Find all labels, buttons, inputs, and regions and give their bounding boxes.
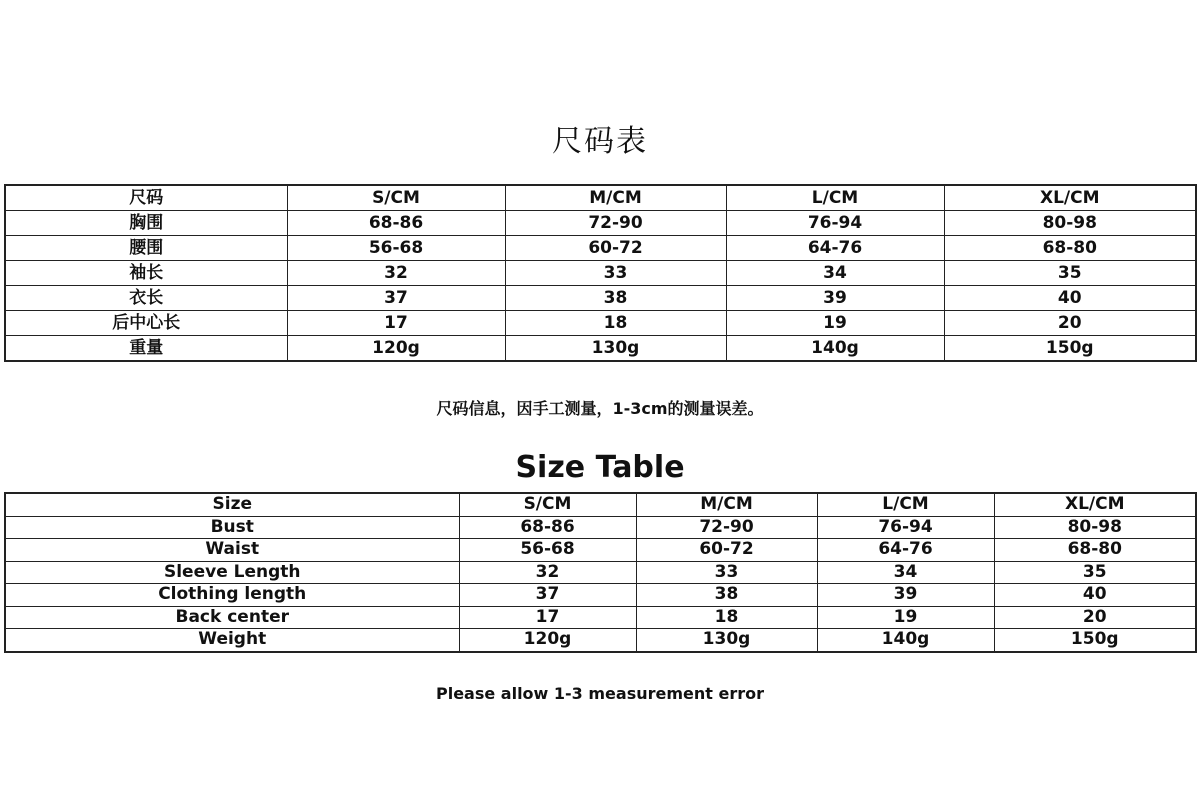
row-label: 重量 [5, 336, 287, 362]
table-cell: 76-94 [726, 211, 944, 236]
size-chart-title-cn: 尺码表 [552, 124, 648, 159]
table-cell: 56-68 [459, 539, 636, 562]
header-cell: XL/CM [944, 185, 1196, 211]
table-cell: 56-68 [287, 236, 505, 261]
table-row [5, 336, 1196, 362]
row-label: Weight [5, 629, 459, 652]
row-label: Waist [5, 539, 459, 562]
table-row [5, 261, 1196, 286]
header-cell: 尺码 [5, 185, 287, 211]
table-cell: 72-90 [505, 211, 726, 236]
table-cell: 64-76 [817, 539, 994, 562]
table-cell: 18 [505, 311, 726, 336]
table-header-row [5, 185, 1196, 211]
row-label: 袖长 [5, 261, 287, 286]
header-cell: M/CM [636, 493, 817, 516]
table-row [5, 561, 1196, 584]
row-label: Bust [5, 516, 459, 539]
row-label: 腰围 [5, 236, 287, 261]
table-cell: 38 [505, 286, 726, 311]
row-label: Sleeve Length [5, 561, 459, 584]
table-cell: 68-80 [944, 236, 1196, 261]
measurement-note-cn: 尺码信息，因手工测量，1-3cm的测量误差。 [436, 399, 764, 418]
header-cell: M/CM [505, 185, 726, 211]
table-cell: 17 [459, 606, 636, 629]
table-cell: 37 [287, 286, 505, 311]
table-cell: 60-72 [505, 236, 726, 261]
table-cell: 140g [726, 336, 944, 362]
table-header-row [5, 493, 1196, 516]
size-table-en [4, 492, 1197, 653]
table-cell: 40 [994, 584, 1196, 607]
table-row [5, 236, 1196, 261]
size-table-cn [4, 184, 1197, 362]
table-cell: 20 [994, 606, 1196, 629]
table-row [5, 516, 1196, 539]
table-row [5, 584, 1196, 607]
row-label: 衣长 [5, 286, 287, 311]
table-cell: 39 [817, 584, 994, 607]
table-row [5, 286, 1196, 311]
table-cell: 38 [636, 584, 817, 607]
table-cell: 80-98 [994, 516, 1196, 539]
table-cell: 33 [505, 261, 726, 286]
table-cell: 60-72 [636, 539, 817, 562]
table-cell: 33 [636, 561, 817, 584]
header-cell: XL/CM [994, 493, 1196, 516]
table-cell: 80-98 [944, 211, 1196, 236]
table-row [5, 629, 1196, 652]
row-label: 后中心长 [5, 311, 287, 336]
header-cell: S/CM [287, 185, 505, 211]
row-label: 胸围 [5, 211, 287, 236]
measurement-note-en: Please allow 1-3 measurement error [435, 684, 764, 703]
table-cell: 68-86 [459, 516, 636, 539]
table-cell: 150g [994, 629, 1196, 652]
table-cell: 35 [944, 261, 1196, 286]
table-cell: 32 [459, 561, 636, 584]
table-row [5, 539, 1196, 562]
table-cell: 17 [287, 311, 505, 336]
table-cell: 18 [636, 606, 817, 629]
header-cell: L/CM [817, 493, 994, 516]
table-cell: 20 [944, 311, 1196, 336]
header-cell: Size [5, 493, 459, 516]
table-cell: 32 [287, 261, 505, 286]
table-cell: 140g [817, 629, 994, 652]
table-cell: 130g [636, 629, 817, 652]
table-cell: 37 [459, 584, 636, 607]
table-cell: 64-76 [726, 236, 944, 261]
table-cell: 19 [817, 606, 994, 629]
table-cell: 150g [944, 336, 1196, 362]
size-table-title-en: Size Table [515, 450, 685, 485]
table-cell: 120g [287, 336, 505, 362]
table-row [5, 211, 1196, 236]
row-label: Back center [5, 606, 459, 629]
table-cell: 39 [726, 286, 944, 311]
table-cell: 34 [817, 561, 994, 584]
table-cell: 34 [726, 261, 944, 286]
table-cell: 72-90 [636, 516, 817, 539]
table-cell: 19 [726, 311, 944, 336]
row-label: Clothing length [5, 584, 459, 607]
table-cell: 40 [944, 286, 1196, 311]
table-cell: 130g [505, 336, 726, 362]
table-cell: 68-86 [287, 211, 505, 236]
header-cell: L/CM [726, 185, 944, 211]
header-cell: S/CM [459, 493, 636, 516]
table-row [5, 606, 1196, 629]
table-cell: 35 [994, 561, 1196, 584]
table-cell: 120g [459, 629, 636, 652]
table-row [5, 311, 1196, 336]
table-cell: 68-80 [994, 539, 1196, 562]
table-cell: 76-94 [817, 516, 994, 539]
